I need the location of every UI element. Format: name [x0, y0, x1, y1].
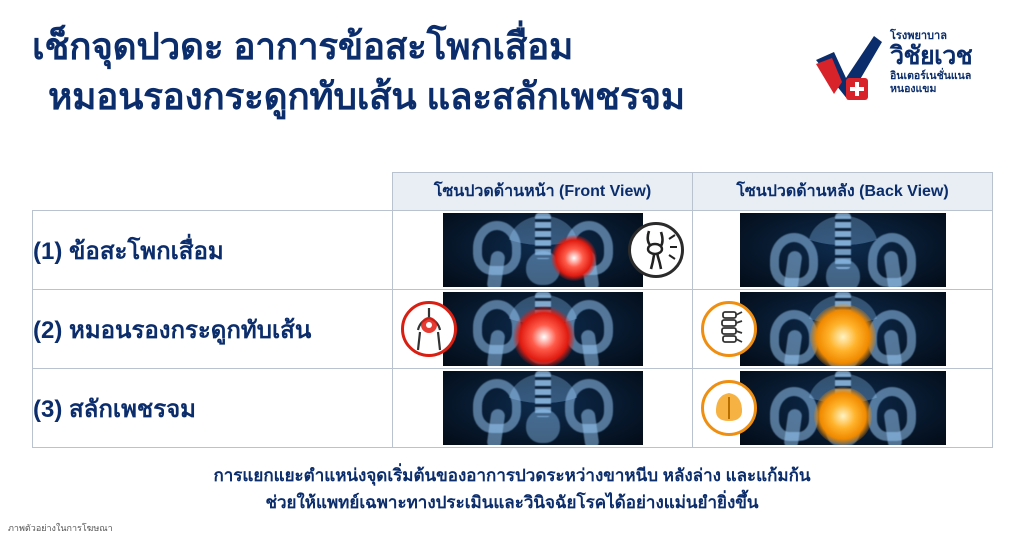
- logo-line-4: หนองแขม: [890, 83, 937, 95]
- header-front-view: โซนปวดด้านหน้า (Front View): [393, 173, 693, 211]
- fineprint-disclaimer: ภาพตัวอย่างในการโฆษณา: [8, 523, 113, 533]
- header-blank-cell: [33, 173, 393, 211]
- row3-front-view-cell: [393, 369, 693, 448]
- footer-note: [0, 462, 1024, 516]
- row-label-1: (1) ข้อสะโพกเสื่อม: [33, 211, 393, 290]
- footer-line-2: ช่วยให้แพทย์เฉพาะทางประเมินและวินิจฉัยโรคได้อย่างแม่นยำยิ่งขึ้น: [265, 493, 759, 512]
- xray-pelvis-back-3: [740, 371, 946, 445]
- logo-line-1: โรงพยาบาล: [890, 30, 947, 42]
- buttocks-icon: [701, 380, 757, 436]
- knee-joint-icon: [628, 222, 684, 278]
- row-label-2: (2) หมอนรองกระดูกทับเส้น: [33, 290, 393, 369]
- checkmark-icon: [812, 34, 884, 106]
- row2-back-view-cell: [693, 290, 993, 369]
- hospital-logo: [812, 26, 1002, 118]
- title-line-1: เช็กจุดปวดะ อาการข้อสะโพกเสื่อม: [32, 26, 574, 67]
- table-row: [33, 290, 993, 369]
- xray-pelvis-front-2: [443, 292, 643, 366]
- xray-pelvis-front-1: [443, 213, 643, 287]
- xray-pelvis-front-3: [443, 371, 643, 445]
- row2-front-view-cell: [393, 290, 693, 369]
- symptom-comparison-table: [32, 172, 992, 452]
- title-line-2: หมอนรองกระดูกทับเส้น และสลักเพชรจม: [48, 76, 685, 117]
- row1-back-view-cell: [693, 211, 993, 290]
- row-label-3: (3) สลักเพชรจม: [33, 369, 393, 448]
- table-header-row: [33, 173, 993, 211]
- table-row: [33, 211, 993, 290]
- page-title: [32, 22, 822, 122]
- logo-wordmark: [890, 30, 1002, 96]
- logo-line-2: วิชัยเวช: [890, 42, 973, 70]
- logo-line-3: อินเตอร์เนชั่นแนล: [890, 70, 972, 82]
- spine-icon: [701, 301, 757, 357]
- table-row: [33, 369, 993, 448]
- xray-spine-back-1: [740, 213, 946, 287]
- xray-pelvis-back-2: [740, 292, 946, 366]
- row1-front-view-cell: [393, 211, 693, 290]
- header-back-view: โซนปวดด้านหลัง (Back View): [693, 173, 993, 211]
- hip-pain-icon: [401, 301, 457, 357]
- footer-line-1: การแยกแยะตำแหน่งจุดเริ่มต้นของอาการปวดระหว่างขาหนีบ หลังล่าง และแก้มก้น: [213, 466, 811, 485]
- row3-back-view-cell: [693, 369, 993, 448]
